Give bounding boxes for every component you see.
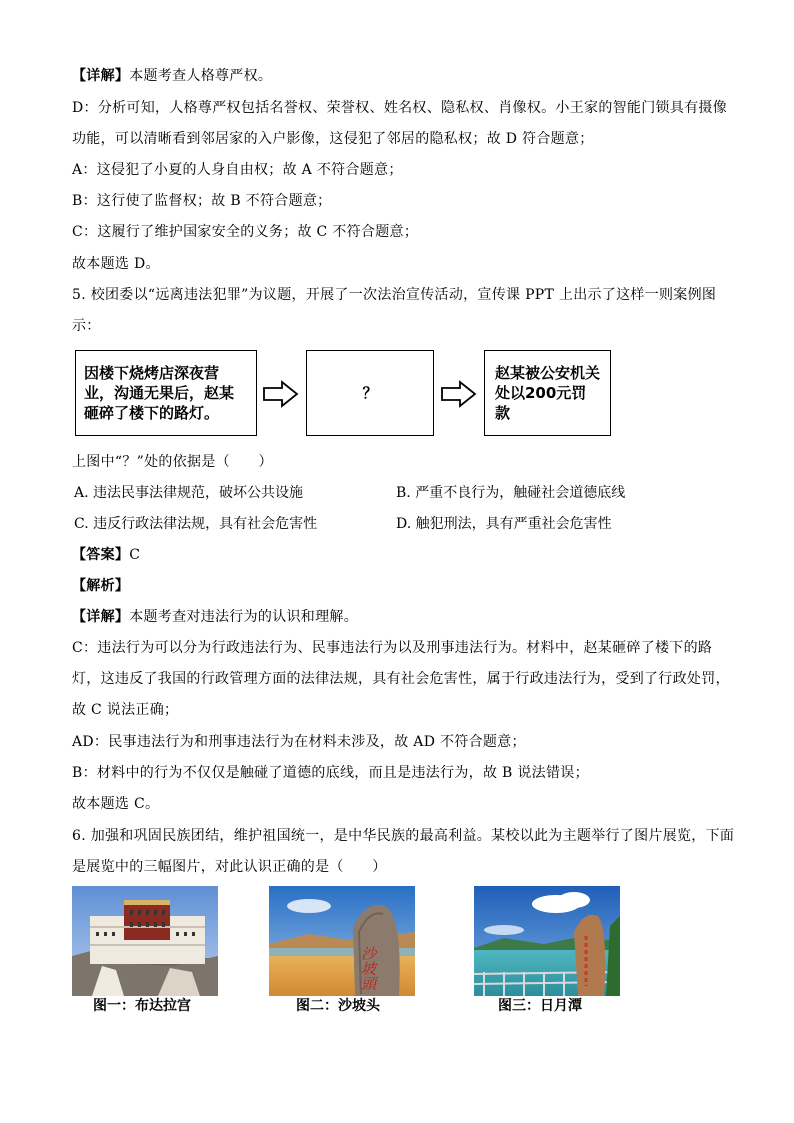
- flow-box-cause-text: 因楼下烧烤店深夜营业，沟通无果后，赵某砸碎了楼下的路灯。: [84, 364, 235, 422]
- q4-conclusion: 故本题选 D。: [72, 256, 160, 272]
- detail-text: 本题考查人格尊严权。: [129, 68, 273, 84]
- option-c: C. 违反行政法律法规，具有社会危害性: [74, 516, 318, 532]
- q4-b-line: B：这行使了监督权；故 B 不符合题意；: [72, 193, 332, 209]
- q5-detail-line: [72, 607, 722, 627]
- q5-stem-line1: 5. 校团委以“远离违法犯罪”为议题，开展了一次法治宣传活动，宣传课 PPT 上出示了这样一则案例图: [72, 287, 717, 303]
- analysis-tag: 【解析】: [72, 578, 130, 594]
- option-a: A. 违法民事法律规范，破坏公共设施: [74, 485, 304, 501]
- q4-d-line2: 功能，可以清晰看到邻居家的入户影像，这侵犯了邻居的隐私权；故 D 符合题意；: [72, 131, 594, 147]
- q5-answer-line: [72, 545, 722, 565]
- q5-b-line: B：材料中的行为不仅仅是触碰了道德的底线，而且是违法行为，故 B 说法错误；: [72, 765, 589, 781]
- caption-3: 图三：日月潭: [498, 998, 582, 1014]
- flow-box-cause: [75, 350, 257, 436]
- shapotou-image: [269, 886, 415, 996]
- q5-c-line2: 灯，这违反了我国的行政管理方面的法律法规，具有社会危害性，属于行政违法行为，受到了行政处罚，: [72, 671, 730, 687]
- answer-value: C: [129, 547, 141, 563]
- q4-c-line: C：这履行了维护国家安全的义务；故 C 不符合题意；: [72, 224, 419, 240]
- answer-tag: 【答案】: [72, 547, 130, 563]
- sun-moon-lake-image: [474, 886, 620, 996]
- arrow-right-icon: [262, 380, 300, 408]
- q6-stem-line1: 6. 加强和巩固民族团结，维护祖国统一，是中华民族的最高利益。某校以此为主题举行了图片展览，下面: [72, 828, 735, 844]
- detail-tag: 【详解】: [72, 68, 130, 84]
- stone-inscription: 沙坡頭: [359, 946, 377, 991]
- q5-c-line1: C：违法行为可以分为行政违法行为、民事违法行为以及刑事违法行为。材料中，赵某砸碎了楼下的路: [72, 640, 713, 656]
- flow-box-question: [306, 350, 434, 436]
- flow-box-question-text: ？: [362, 384, 378, 402]
- option-d: D. 触犯刑法，具有严重社会危害性: [396, 516, 612, 532]
- option-b: B. 严重不良行为，触碰社会道德底线: [396, 485, 626, 501]
- q4-a-line: A：这侵犯了小夏的人身自由权；故 A 不符合题意；: [72, 162, 403, 178]
- q6-stem-line2: 是展览中的三幅图片，对此认识正确的是（ ）: [72, 859, 387, 875]
- q5-ad-line: AD：民事违法行为和刑事违法行为在材料未涉及，故 AD 不符合题意；: [72, 734, 526, 750]
- flow-box-result: [484, 350, 611, 436]
- q5-c-line3: 故 C 说法正确；: [72, 702, 179, 718]
- arrow-right-icon: [440, 380, 478, 408]
- flow-box-result-text: 赵某被公安机关处以200元罚款: [495, 364, 601, 422]
- potala-palace-image: [72, 886, 218, 996]
- q5-question: 上图中“？”处的依据是（ ）: [72, 454, 273, 470]
- detail-text: 本题考查对违法行为的认识和理解。: [129, 609, 359, 625]
- q4-d-line1: D：分析可知，人格尊严权包括名誉权、荣誉权、姓名权、隐私权、肖像权。小王家的智能门锁具有摄像: [72, 100, 728, 116]
- caption-1: 图一：布达拉宫: [93, 998, 191, 1014]
- q5-conclusion: 故本题选 C。: [72, 796, 160, 812]
- q5-stem-line2: 示：: [72, 318, 101, 334]
- caption-2: 图二：沙坡头: [296, 998, 380, 1014]
- detail-tag: 【详解】: [72, 609, 130, 625]
- q4-detail-line: [72, 66, 722, 86]
